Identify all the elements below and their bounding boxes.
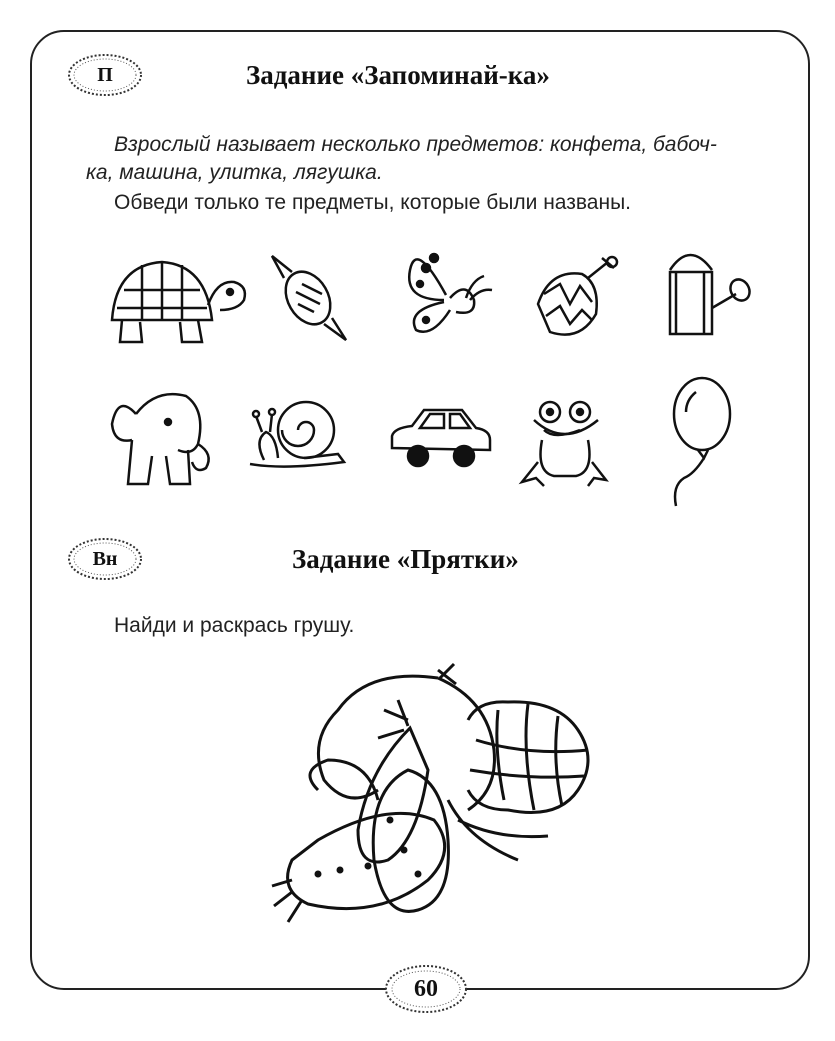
task2-title: Задание «Прятки»	[292, 544, 519, 574]
watering-can-icon[interactable]	[652, 248, 752, 344]
spinning-top-icon[interactable]	[530, 254, 622, 344]
car-icon[interactable]	[388, 404, 494, 470]
task2-badge	[66, 536, 144, 582]
task2-instruction: Найди и раскрась грушу.	[114, 614, 355, 637]
page-number-badge	[383, 963, 469, 1015]
candy-icon[interactable]	[262, 248, 354, 348]
balloon-icon[interactable]	[664, 374, 744, 514]
turtle-icon[interactable]	[102, 250, 250, 350]
task1-title: Задание «Запоминай-ка»	[246, 60, 550, 90]
butterfly-icon[interactable]	[396, 240, 496, 340]
task1-instruction-line2: ка, машина, улитка, лягушка.	[86, 161, 383, 184]
task1-badge-label: П	[97, 63, 113, 86]
elephant-icon[interactable]	[106, 384, 218, 494]
task1-badge	[66, 52, 144, 98]
task1-instruction-line1: Взрослый называет несколько предметов: конфета, бабоч-	[114, 133, 717, 156]
hidden-vegetables-picture[interactable]	[258, 660, 618, 930]
page-number: 60	[414, 975, 438, 1002]
task2-badge-label: Вн	[92, 547, 118, 570]
frog-icon[interactable]	[518, 396, 610, 488]
snail-icon[interactable]	[244, 396, 348, 474]
task1-instruction2: Обведи только те предметы, которые были названы.	[114, 191, 631, 214]
